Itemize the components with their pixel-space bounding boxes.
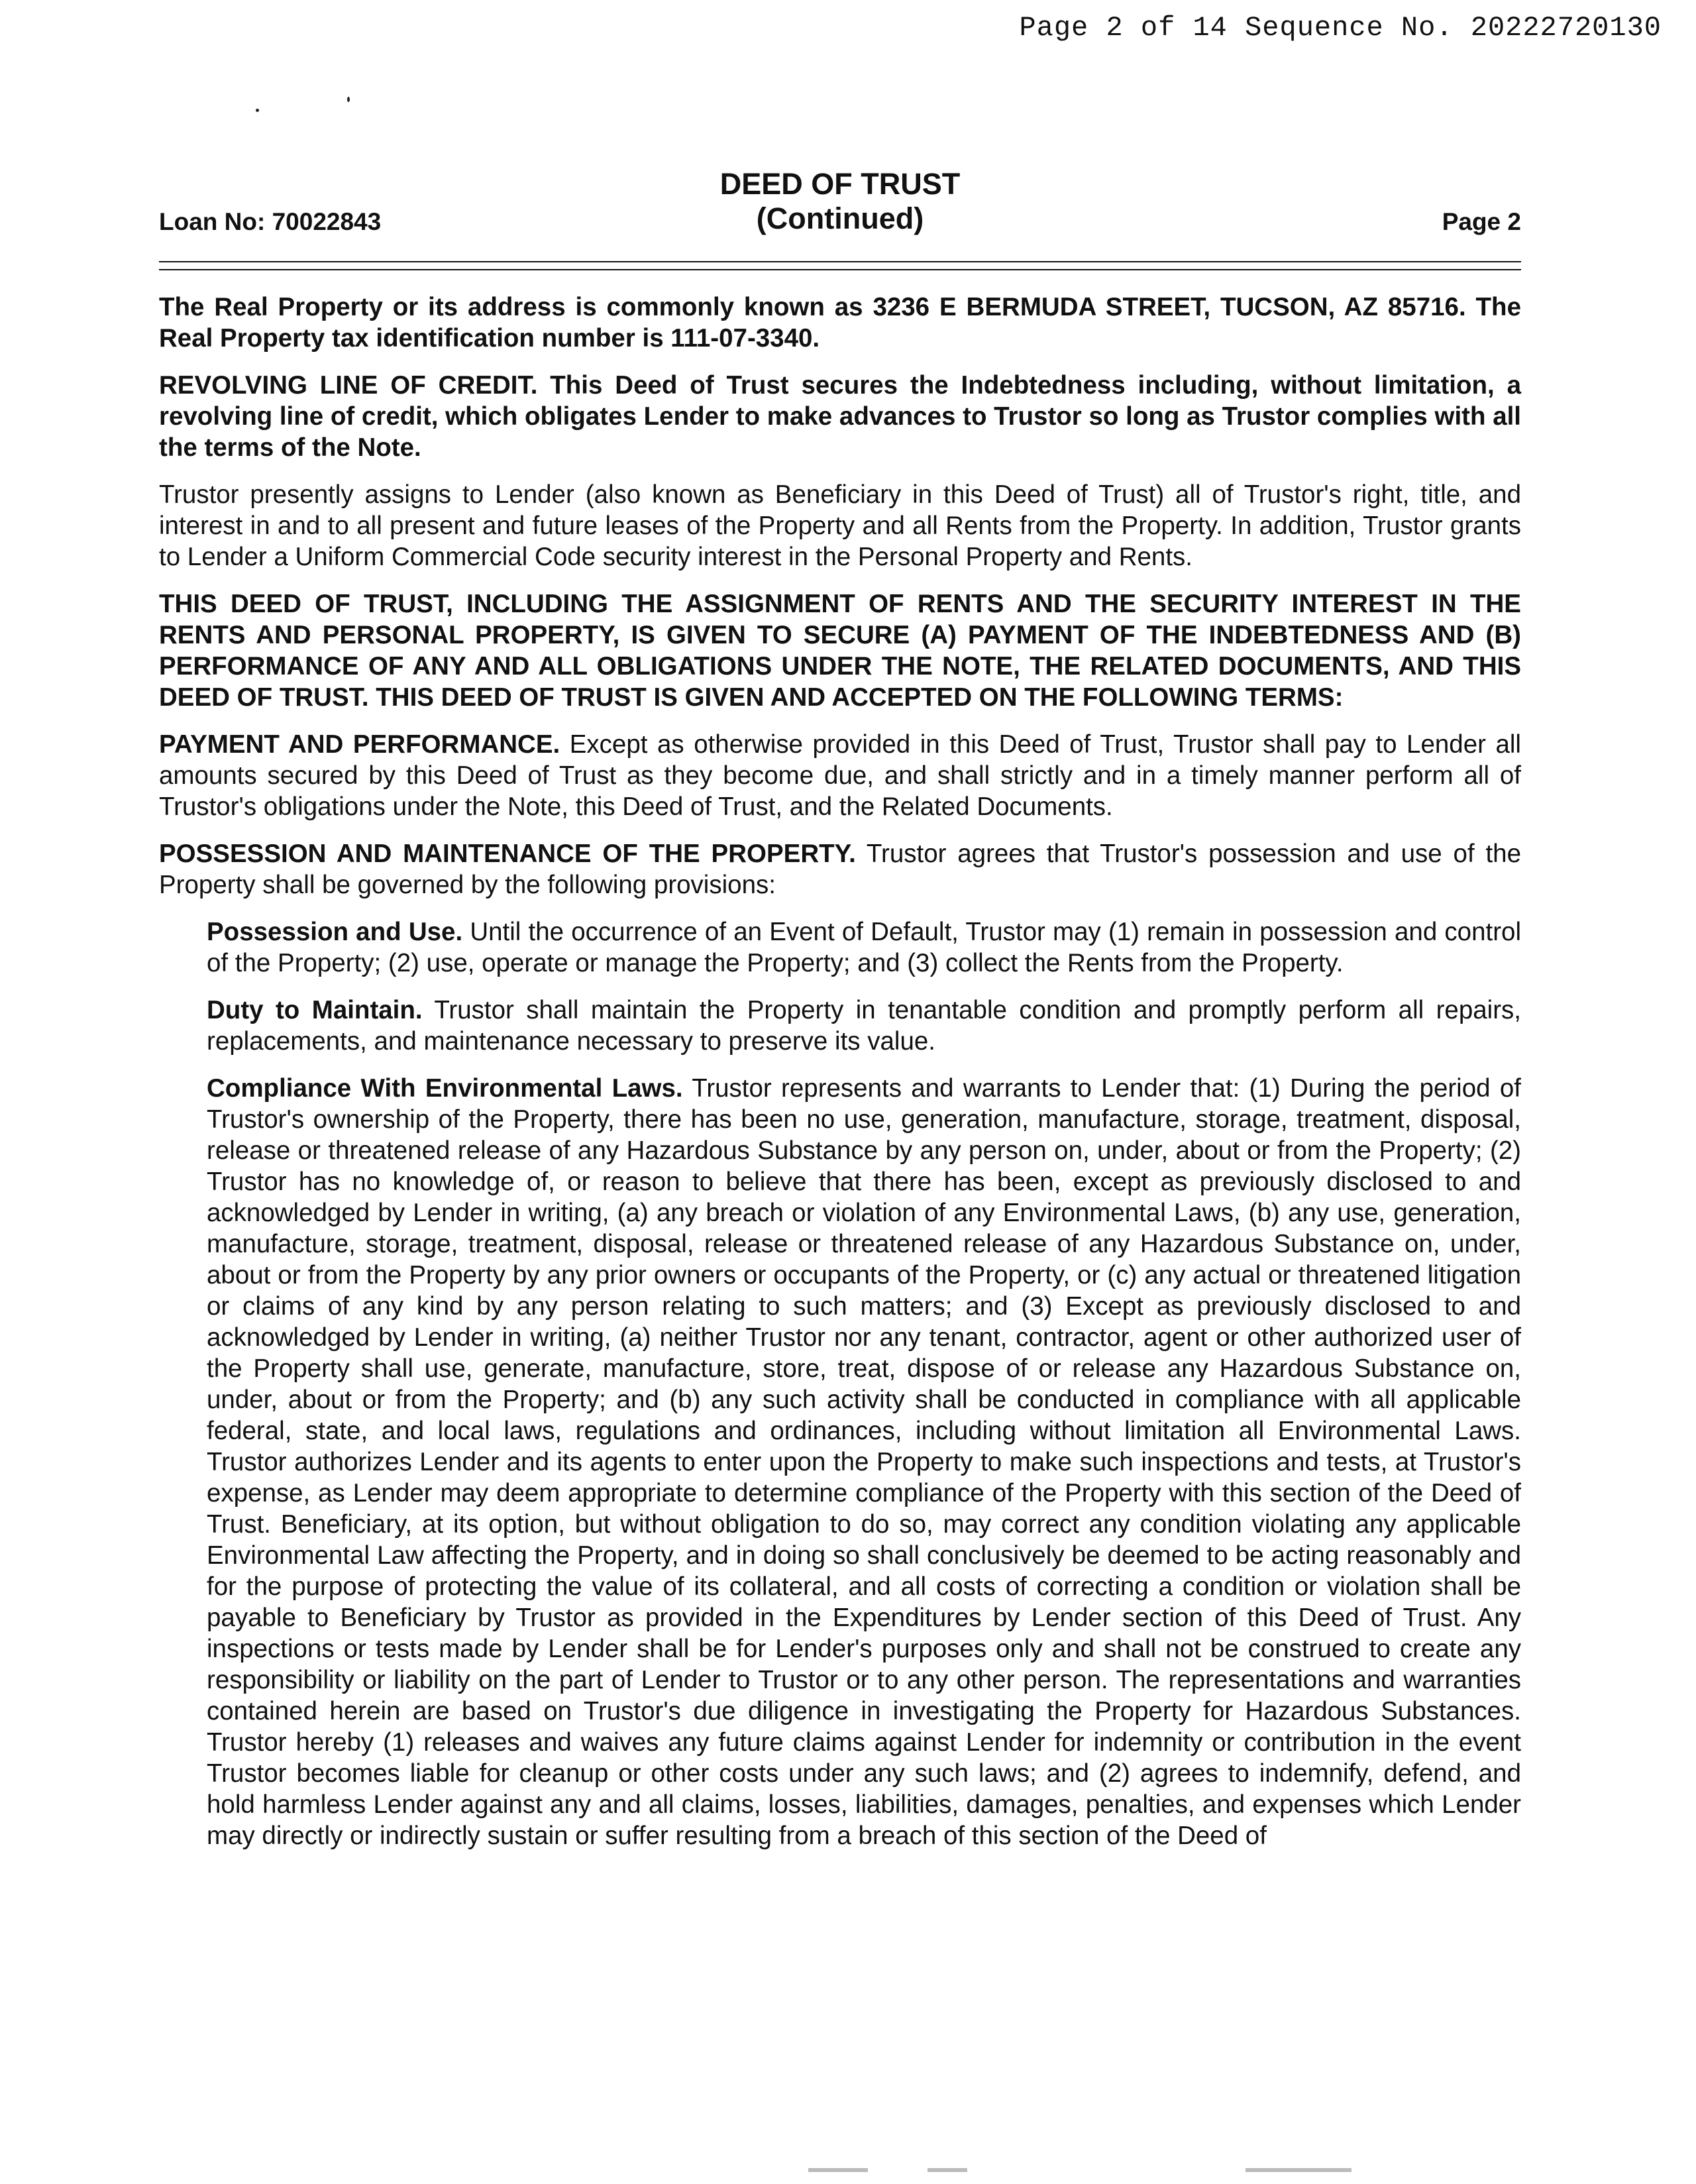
- scan-edge-mark: [1246, 2168, 1352, 2172]
- environmental-laws-paragraph: [207, 1073, 1521, 1851]
- security-terms-paragraph: THIS DEED OF TRUST, INCLUDING THE ASSIGNMENT OF RENTS AND THE SECURITY INTEREST IN THE RENTS AND PERSONAL PROPERTY, IS GIVEN TO SECURE (A) PAYMENT OF THE INDEBTEDNESS AND (B) PERFORMANCE OF ANY AND ALL OBLIGATIONS UNDER THE NOTE, THE RELATED DOCUMENTS, AND THIS DEED OF TRUST. THIS DEED OF TRUST IS GIVEN AND ACCEPTED ON THE FOLLOWING TERMS:: [159, 590, 1521, 712]
- scan-speck: [256, 109, 259, 112]
- environmental-laws-body: Trustor represents and warrants to Lender that: (1) During the period of Trustor's ownership of the Property, there has been no use, generation, manufacture, storage, treatment, disposal, release or threatened release of any Hazardous Substance by any person on, under, about or from the Property; (2) Trustor has no knowledge of, or reason to believe that there has been, except as previously disclosed to and acknowledged by Lender in writing, (a) any breach or violation of any Environmental Laws, (b) any use, generation, manufacture, storage, treatment, disposal, release or threatened release of any Hazardous Substance on, under, about or from the Property by any prior owners or occupants of the Property, or (c) any actual or threatened litigation or claims of any kind by any person relating to such matters; and (3) Except as previously disclosed to and acknowledged by Lender in writing, (a) neither Trustor nor any tenant, contractor, agent or other authorized user of the Property shall use, generate, manufacture, store, treat, dispose of or release any Hazardous Substance on, under, about or from the Property; and (b) any such activity shall be conducted in compliance with all applicable federal, state, and local laws, regulations and ordinances, including without limitation all Environmental Laws. Trustor authorizes Lender and its agents to enter upon the Property to make such inspections and tests, at Trustor's expense, as Lender may deem appropriate to determine compliance of the Property with this section of the Deed of Trust. Beneficiary, at its option, but without obligation to do so, may correct any condition violating any applicable Environmental Law affecting the Property, and in doing so shall conclusively be deemed to be acting reasonably and for the purpose of protecting the value of its collateral, and all costs of correcting a condition or violation shall be payable to Beneficiary by Trustor as provided in the Expenditures by Lender section of this Deed of Trust. Any inspections or tests made by Lender shall be for Lender's purposes only and shall not be construed to create any responsibility or liability on the part of Lender to Trustor or to any other person. The representations and warranties contained herein are based on Trustor's due diligence in investigating the Property for Hazardous Substances. Trustor hereby (1) releases and waives any future claims against Lender for indemnity or contribution in the event Trustor becomes liable for cleanup or other costs under any such laws; and (2) agrees to indemnify, defend, and hold harmless Lender against any and all claims, losses, liabilities, damages, penalties, and expenses which Lender may directly or indirectly sustain or suffer resulting from a breach of this section of the Deed of: [207, 1074, 1521, 1850]
- revolving-credit-heading: REVOLVING LINE OF CREDIT.: [159, 371, 538, 400]
- payment-performance-paragraph: [159, 729, 1521, 822]
- possession-use-body: Until the occurrence of an Event of Default, Trustor may (1) remain in possession and control of the Property; (2) use, operate or manage the Property; and (3) collect the Rents from the Property.: [207, 918, 1521, 977]
- revolving-credit-body: This Deed of Trust secures the Indebtedness including, without limitation, a revolving line of credit, which obligates Lender to make advances to Trustor so long as Trustor complies with all the terms of the Note.: [159, 371, 1521, 462]
- page-sequence-stamp: Page 2 of 14 Sequence No. 20222720130: [1019, 12, 1662, 44]
- property-address-paragraph: [159, 292, 1521, 354]
- duty-maintain-heading: Duty to Maintain.: [207, 996, 423, 1024]
- possession-maintenance-body: Trustor agrees that Trustor's possession and use of the Property shall be governed by the following provisions:: [159, 840, 1521, 899]
- possession-maintenance-paragraph: [159, 838, 1521, 901]
- document-header: [159, 167, 1521, 240]
- payment-performance-body: Except as otherwise provided in this Deed of Trust, Trustor shall pay to Lender all amounts secured by this Deed of Trust as they become due, and shall strictly and in a timely manner perform all of Trustor's obligations under the Note, this Deed of Trust, and the Related Documents.: [159, 730, 1521, 821]
- assignment-paragraph: Trustor presently assigns to Lender (also known as Beneficiary in this Deed of Trust) all of Trustor's right, title, and interest in and to all present and future leases of the Property and all Rents from the Property. In addition, Trustor grants to Lender a Uniform Commercial Code security interest in the Personal Property and Rents.: [159, 480, 1521, 571]
- revolving-credit-paragraph: [159, 370, 1521, 463]
- scan-edge-mark: [928, 2168, 967, 2172]
- payment-performance-heading: PAYMENT AND PERFORMANCE.: [159, 730, 560, 759]
- possession-maintenance-heading: POSSESSION AND MAINTENANCE OF THE PROPERTY.: [159, 840, 856, 868]
- duty-maintain-paragraph: [207, 995, 1521, 1057]
- scan-edge-mark: [808, 2168, 868, 2172]
- scan-speck: [347, 97, 350, 102]
- header-rule-bottom: [159, 269, 1521, 270]
- duty-maintain-body: Trustor shall maintain the Property in tenantable condition and promptly perform all repairs, replacements, and maintenance necessary to preserve its value.: [207, 996, 1521, 1056]
- possession-use-paragraph: [207, 916, 1521, 979]
- environmental-laws-heading: Compliance With Environmental Laws.: [207, 1074, 683, 1103]
- loan-number: Loan No: 70022843: [159, 208, 382, 235]
- page-number: Page 2: [1442, 208, 1521, 235]
- document-body: [159, 292, 1521, 1867]
- header-rule-top: [159, 261, 1521, 262]
- possession-use-heading: Possession and Use.: [207, 918, 463, 946]
- document-subtitle: (Continued): [756, 201, 924, 235]
- tax-id-text: The Real Property tax identification number is 111-07-3340.: [159, 293, 1521, 353]
- document-title: DEED OF TRUST: [719, 167, 961, 201]
- property-address-text: The Real Property or its address is commonly known as 3236 E BERMUDA STREET, TUCSON, AZ 85716.: [159, 293, 1466, 321]
